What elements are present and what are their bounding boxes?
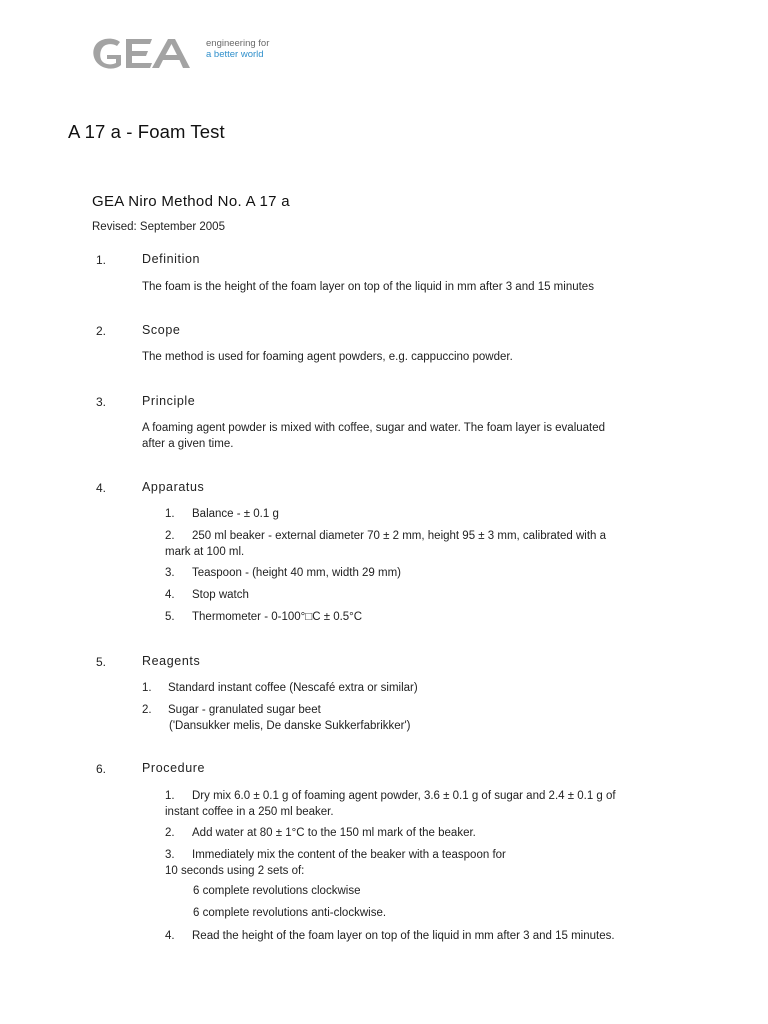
section-heading-procedure: Procedure	[142, 761, 206, 775]
list-item: 2. Sugar - granulated sugar beet ('Dansukker melis, De danske Sukkerfabrikker')	[142, 704, 411, 732]
scope-text: The method is used for foaming agent powders, e.g. cappuccino powder.	[142, 351, 513, 363]
section-number: 3.	[96, 395, 107, 409]
list-item: 2. Add water at 80 ± 1°C to the 150 ml mark of the beaker.	[165, 827, 476, 839]
list-item: 4. Stop watch	[165, 589, 249, 601]
sub-item: 6 complete revolutions anti-clockwise.	[193, 907, 387, 919]
definition-text: The foam is the height of the foam layer on top of the liquid in mm after 3 and 15 minutes	[142, 281, 594, 293]
section-heading-apparatus: Apparatus	[142, 480, 205, 494]
list-item: 1. Balance - ± 0.1 g	[165, 508, 279, 520]
tagline-line1: engineering for	[206, 38, 270, 49]
list-item: 1. Standard instant coffee (Nescafé extra or similar)	[142, 682, 418, 694]
list-item: 2. 250 ml beaker - external diameter 70 ± 2 mm, height 95 ± 3 mm, calibrated with a mark at 100 ml.	[165, 530, 607, 558]
list-item: 3. Teaspoon - (height 40 mm, width 29 mm)	[165, 567, 402, 579]
gea-logo	[90, 34, 290, 76]
tagline-line2: a better world	[206, 49, 264, 60]
principle-line2: after a given time.	[142, 437, 234, 450]
section-number: 4.	[96, 481, 107, 495]
section-heading-reagents: Reagents	[142, 654, 201, 668]
section-heading-principle: Principle	[142, 394, 196, 408]
list-item: 4. Read the height of the foam layer on top of the liquid in mm after 3 and 15 minutes.	[165, 930, 615, 942]
list-item: 5. Thermometer - 0-100°□C ± 0.5°C	[165, 611, 363, 623]
principle-text	[142, 421, 682, 452]
revised-date: Revised: September 2005	[92, 221, 225, 233]
list-item: 3. Immediately mix the content of the beaker with a teaspoon for 10 seconds using 2 sets of:	[165, 849, 506, 877]
method-title: GEA Niro Method No. A 17 a	[92, 193, 290, 210]
sub-item: 6 complete revolutions clockwise	[193, 885, 361, 897]
principle-line1: A foaming agent powder is mixed with coffee, sugar and water. The foam layer is evaluated	[142, 422, 606, 434]
list-item: 1. Dry mix 6.0 ± 0.1 g of foaming agent powder, 3.6 ± 0.1 g of sugar and 2.4 ± 0.1 g of instant coffee in a 250 ml beaker.	[165, 790, 616, 818]
section-number: 5.	[96, 655, 107, 669]
gea-wordmark-icon	[90, 34, 202, 74]
logo-tagline	[206, 38, 269, 60]
section-heading-scope: Scope	[142, 323, 181, 337]
section-number: 2.	[96, 324, 107, 338]
section-number: 6.	[96, 762, 107, 776]
section-number: 1.	[96, 253, 107, 267]
document-title: A 17 a - Foam Test	[68, 121, 225, 142]
section-heading-definition: Definition	[142, 252, 201, 266]
